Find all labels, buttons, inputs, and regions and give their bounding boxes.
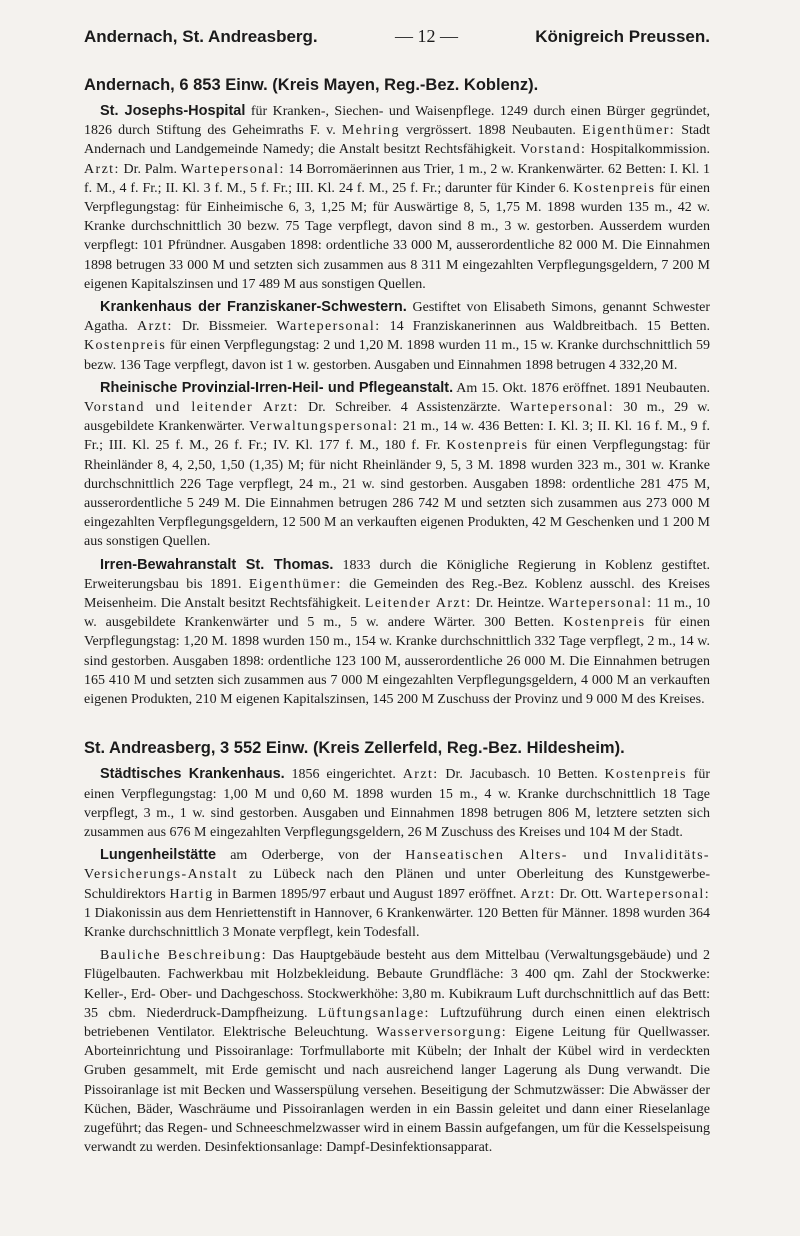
spaced-label: Wartepersonal:: [276, 319, 381, 335]
running-head-right: Königreich Preussen.: [535, 27, 710, 46]
text-run: Dr. Heintze.: [471, 596, 549, 612]
institution-name: Irren-Bewahranstalt St. Thomas.: [100, 556, 334, 573]
text-run: 1833 durch die Königliche Regierung in Koblenz gestiftet. Erweiterungsbau bis 1891.: [84, 557, 711, 592]
text-run: Luftzuführung durch einen einen elektrisch betriebenen Ventilator. Elektrische Beleuchtung.: [84, 1005, 710, 1040]
text-run: Hospitalkommission.: [586, 142, 710, 158]
institution-name: Rheinische Provinzial-Irren-Heil- und Pflegeanstalt.: [100, 379, 454, 396]
spaced-label: Arzt:: [520, 886, 556, 902]
institution-name: Krankenhaus der Franziskaner-Schwestern.: [100, 299, 407, 316]
spaced-label: Leitender Arzt:: [364, 596, 472, 612]
running-head-left: Andernach, St. Andreasberg.: [84, 27, 318, 46]
spaced-label: Wasserversorgung:: [376, 1024, 508, 1040]
text-run: Dr. Jacubasch. 10 Betten.: [438, 767, 605, 783]
entry-paragraph: [84, 846, 710, 942]
text-run: für einen Verpflegungstag: 1,20 M. 1898 wurden 150 m., 154 w. Kranke durchschnittlich 332 Tage verpflegt, 2 m., 14 w. sind gestorben. Ausgaben 1898: ordentliche 123 100 M, ausserordentliche 26 000 M. Die Einnahmen betrugen 165 410 M und setzten sich zusammen aus 7 000 M eingezahlten Verpflegungsgeldern, 4 000 M an verkauften eigenen Produkten, 210 M eigenen Kapitalszinsen, 145 200 M Zuschuss der Provinz und 9 000 M des Kreises.: [84, 615, 710, 708]
text-run: für Kranken-, Siechen- und Waisenpflege. 1249 durch einen Bürger gegründet, 1826 durch Stiftung des Geheimraths F. v.: [84, 104, 710, 139]
spaced-label: Wartepersonal:: [180, 161, 285, 177]
text-run: 11 m., 10 w. ausgebildete Krankenwärter und 5 m., 5 w. andere Wärter. 300 Betten.: [84, 596, 711, 631]
text-run: 1 Diakonissin aus dem Henriettenstift in Hannover, 6 Krankenwärter. 120 Betten für Männer. 1898 wurden 364 Kranke durchschnittlich 3 Monate verpflegt, kein Todesfall.: [84, 905, 710, 940]
spaced-label: Eigenthümer:: [582, 123, 676, 139]
section-st-andreasberg: [84, 737, 710, 1157]
text-run: vergrössert. 1898 Neubauten.: [399, 123, 583, 139]
text-run: die Gemeinden des Reg.-Bez. Koblenz ausschl. des Kreises Meisenheim. Die Anstalt besitzt Rechtsfähigkeit.: [84, 576, 710, 612]
text-run: 21 m., 14 w. 436 Betten: I. Kl. 3; II. Kl. 16 f. M., 9 f. Fr.; III. Kl. 25 f. M., 26 f. Fr.; IV. Kl. 177 f. M., 180 f. Fr.: [84, 419, 710, 454]
entry-paragraph: [84, 298, 710, 375]
text-run: 14 Franziskanerinnen aus Waldbreitbach. 15 Betten.: [380, 319, 710, 335]
text-run: Stadt Andernach und Landgemeinde Namedy; die Anstalt besitzt Rechtsfähigkeit.: [84, 123, 710, 158]
spaced-label: Wartepersonal:: [606, 886, 711, 902]
spaced-label: Kostenpreis: [563, 615, 646, 631]
spaced-label: Kostenpreis: [446, 438, 529, 454]
text-run: für einen Verpflegungstag: 2 und 1,20 M. 1898 wurden 11 m., 15 w. Kranke durchschnittlich 59 bezw. 136 Tage verpflegt, davon ist 1 w. gestorben. Ausgaben und Einnahmen 1898 betrugen 4 332,20 M.: [84, 338, 710, 373]
text-run: 14 Borromäerinnen aus Trier, 1 m., 2 w. Krankenwärter. 62 Betten: I. Kl. 1 f. M., 4 f. Fr.; II. Kl. 3 f. M., 5 f. Fr.; III. Kl. 24 f. M., 25 f. Fr.; darunter für Kinder 6.: [84, 161, 711, 196]
text-run: Dr. Ott.: [555, 886, 607, 902]
spaced-label: Kostenpreis: [573, 180, 656, 196]
entry-paragraph: [84, 765, 710, 842]
text-run: Das Hauptgebäude besteht aus dem Mittelbau (Verwaltungsgebäude) und 2 Flügelbauten. Fachwerkbau mit Holzbekleidung. Bebaute Grundfläche: 3 400 qm. Zahl der Stockwerke: Keller-, Erd- Ober- und Dachgeschoss. Stockwerkhöhe: 3,80 m. Kubikraum Luft durchschnittlich auf das Bett: 35 cbm. Niederdruck-Dampfheizung.: [84, 948, 711, 1021]
spaced-label: Kostenpreis: [604, 767, 687, 783]
spaced-label: Verwaltungspersonal:: [249, 419, 399, 435]
text-run: für einen Verpflegungstag: für Rheinländer 8, 4, 2,50, 1,50 (1,35) M; für nicht Rheinländer 9, 5, 3 M. 1898 wurden 323 m., 301 w. Kranke durchschnittlich 226 Tage verpflegt, 24 m., 21 w. sind gestorben. Ausgaben 1898: ordentliche 281 475 M, ausserordentliche 5 249 M. Die Einnahmen betrugen 286 742 M und setzten sich zusammen aus 273 000 M eingezahlten Verpflegungsgeldern, 12 500 M an verkauften eigenen Produkten, 42 M Geschenken und 1 200 M aus sonstigen Quellen.: [84, 438, 710, 550]
institution-name: Städtisches Krankenhaus.: [100, 766, 285, 783]
entry-paragraph: [84, 102, 710, 294]
spaced-label: Eigenthümer:: [248, 576, 342, 592]
text-run: Gestiftet von Elisabeth Simons, genannt Schwester Agatha.: [84, 300, 710, 335]
spaced-label: Lüftungsanlage:: [317, 1005, 430, 1021]
text-run: zu Lübeck nach den Plänen und unter Oberleitung des Kunstgewerbe-Schuldirektors: [84, 867, 710, 902]
page-body: [84, 74, 710, 1161]
spaced-label: Wartepersonal:: [548, 596, 653, 612]
text-run: Dr. Schreiber. 4 Assistenzärzte.: [298, 400, 510, 416]
text-run: Dr. Palm.: [119, 161, 181, 177]
running-head: [84, 26, 710, 47]
spaced-label: Bauliche Beschreibung:: [100, 948, 267, 964]
text-run: Eigene Leitung für Quellwasser. Aborteinrichtung und Pissoiranlage: Torfmullaborte mit Kübeln; der Inhalt der Kübel wird in verdeckten Gruben gesammelt, mit Erde gemischt und nach ausreichend langer Lagerung als Dung verwandt. Die Pissoiranlage ist mit Becken und Wasserspülung versehen. Beseitigung der Schmutzwässer: Die Abwässer der Küchen, Bäder, Waschräume und Pissoiranlagen werden in ein Bassin geleitet und dann einer Rieselanlage zugeführt; das Regen- und Schneeschmelzwasser wird in einem Bassin aufgefangen, um für die Kesselspeisung verwandt zu werden. Desinfektionsanlage: Dampf-Desinfektionsapparat.: [84, 1024, 710, 1156]
text-run: am Oderberge, von der: [216, 848, 406, 864]
spaced-label: Mehring: [341, 123, 400, 139]
entry-paragraph: [84, 379, 710, 552]
spaced-label: Arzt:: [402, 767, 439, 783]
text-run: für einen Verpflegungstag: für Einheimische 6, 3, 1,25 M; für Auswärtige 8, 5, 1,75 M. 1898 wurden 135 m., 42 w. Kranke durchschnittlich 30 bezw. 75 Tage verpflegt, davon sind 8 m., 3 w. gestorben. Ausserdem wurden verpflegt: 101 Pfründner. Ausgaben 1898: ordentliche 33 000 M, ausserordentliche 82 000 M. Die Einnahmen 1898 betrugen 33 000 M und setzten sich zusammen aus 8 311 M eingezahlten Verpflegungsgeldern, 7 200 M eigenen Kapitalszinsen und 17 489 M aus sonstigen Quellen.: [84, 180, 710, 292]
spaced-label: Kostenpreis: [84, 338, 167, 354]
page-number: — 12 —: [394, 26, 458, 46]
institution-name: St. Josephs-Hospital: [100, 103, 246, 119]
spaced-label: Hartig: [169, 886, 214, 902]
spaced-label: Arzt:: [84, 161, 120, 177]
text-run: Dr. Bissmeier.: [172, 319, 277, 335]
entry-paragraph: [84, 556, 710, 710]
text-run: für einen Verpflegungstag: 1,00 M und 0,60 M. 1898 wurden 15 m., 4 w. Kranke durchschnittlich 18 Tage verpflegt, 3 m., 1 w. sind gestorben. Ausgaben und Einnahmen 1898 betrugen 806 M, letztere setzten sich zusammen aus 676 M eingezahlten Verpflegungsgeldern, 26 M Zuschuss des Kreises und 104 M der Stadt.: [84, 767, 710, 840]
spaced-label: Wartepersonal:: [510, 400, 614, 416]
section-andernach: [84, 74, 710, 709]
spaced-label: Arzt:: [137, 319, 173, 335]
spaced-label: Vorstand:: [520, 142, 587, 158]
institution-name: Lungenheilstätte: [100, 847, 217, 864]
text-run: in Barmen 1895/97 erbaut und August 1897 eröffnet.: [213, 886, 520, 902]
entry-paragraph: [84, 946, 710, 1157]
text-run: 1856 eingerichtet.: [284, 767, 403, 783]
place-heading: St. Andreasberg, 3 552 Einw. (Kreis Zellerfeld, Reg.-Bez. Hildesheim).: [84, 739, 625, 758]
text-run: 30 m., 29 w. ausgebildete Krankenwärter.: [84, 400, 711, 435]
place-heading: Andernach, 6 853 Einw. (Kreis Mayen, Reg.-Bez. Koblenz).: [84, 76, 539, 94]
text-run: Am 15. Okt. 1876 eröffnet. 1891 Neubauten.: [453, 380, 710, 396]
spaced-label: Hanseatischen Alters- und Invaliditäts-Versicherungs-Anstalt: [84, 848, 710, 883]
spaced-label: Vorstand und leitender Arzt:: [84, 400, 299, 416]
